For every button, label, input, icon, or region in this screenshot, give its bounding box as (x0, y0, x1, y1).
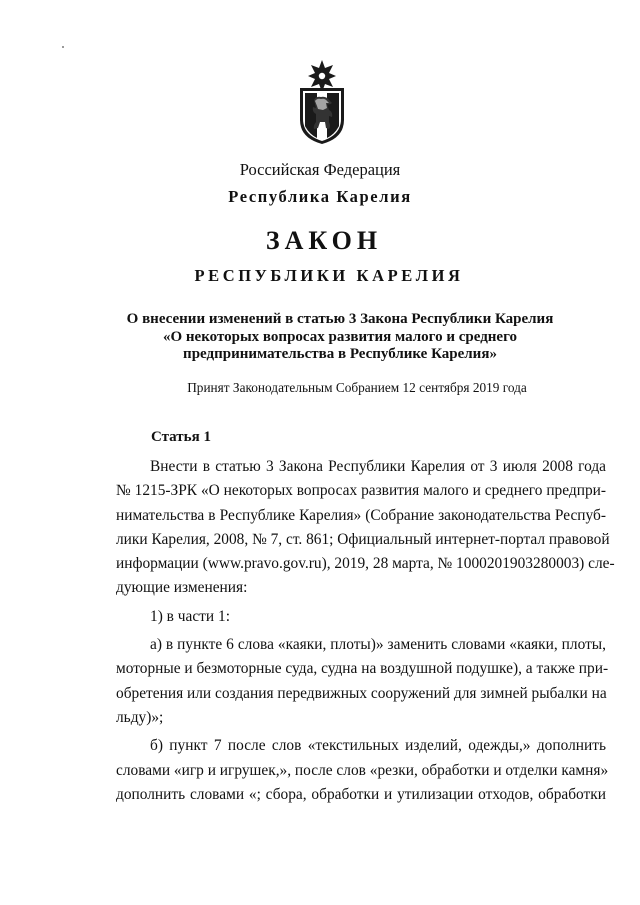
body-line: словами «игр и игрушек,», после слов «резки, обработки и отделки камня» (116, 761, 609, 779)
law-title-line: О внесении изменений в статью 3 Закона Республики Карелия (126, 311, 554, 327)
body-line: нимательства в Республике Карелия» (Собрание законодательства Респуб- (116, 506, 606, 524)
country-name: Российская Федерация (239, 160, 401, 179)
law-title-line: предпринимательства в Республике Карелия» (183, 346, 497, 362)
body-line: моторные и безмоторные суда, судна на воздушной подушке), а также при- (116, 660, 609, 678)
document-type: ЗАКОН (265, 226, 383, 255)
star-icon (308, 60, 336, 92)
law-title-line: «О некоторых вопросах развития малого и среднего (162, 328, 518, 345)
body-line: а) в пункте 6 слова «каяки, плоты)» заменить словами «каяки, плоты, (150, 636, 606, 654)
body-line: лики Карелия, 2008, № 7, ст. 861; Официальный интернет-портал правовой (116, 530, 610, 548)
republic-name: Республика Карелия (228, 187, 412, 206)
body-line: льду)»; (116, 708, 164, 726)
body-line: б) пункт 7 после слов «текстильных изделий, одежды,» дополнить (150, 737, 606, 755)
law-title (100, 311, 580, 364)
body-line: Внести в статью 3 Закона Республики Карелия от 3 июля 2008 года (150, 458, 606, 475)
karelia-coat-of-arms-icon (296, 56, 348, 146)
body-line: информации (www.pravo.gov.ru), 2019, 28 марта, № 1000201903280003) сле- (116, 555, 615, 573)
document-issuer: РЕСПУБЛИКИ КАРЕЛИЯ (194, 266, 464, 285)
article-heading: Статья 1 (151, 429, 211, 445)
scan-margin-mark (62, 46, 64, 48)
body-line: дополнить словами «; сбора, обработки и утилизации отходов, обработки (116, 785, 606, 803)
adoption-note: Принят Законодательным Собранием 12 сентября 2019 года (187, 380, 527, 395)
body-line: дующие изменения: (116, 579, 248, 597)
shield-icon (300, 88, 344, 144)
body-line: 1) в части 1: (150, 607, 230, 625)
body-line: обретения или создания передвижных сооружений для зимней рыбалки на (116, 684, 607, 702)
body-line: № 1215-ЗРК «О некоторых вопросах развития малого и среднего предпри- (116, 482, 606, 500)
article-body (116, 455, 615, 807)
